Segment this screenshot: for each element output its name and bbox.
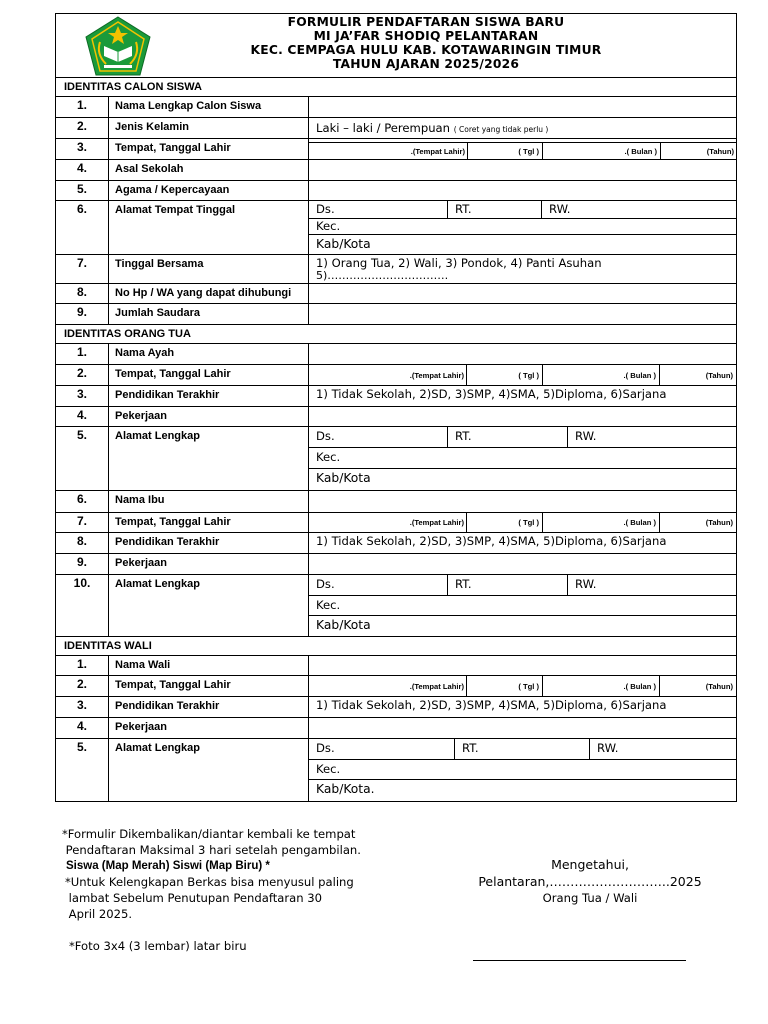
siswa-row-tinggal: [56, 255, 736, 284]
section-wali-title: IDENTITAS WALI: [56, 637, 736, 656]
tahun-cell[interactable]: (Tahun): [660, 143, 737, 160]
siswa-row-nama: [56, 97, 736, 118]
row-number: 4.: [56, 407, 109, 426]
title-line-2: MI JA’FAR SHODIQ PELANTARAN: [313, 29, 539, 43]
siswa-row-saudara: [56, 304, 736, 325]
school-logo-icon: [84, 16, 152, 76]
row-label: Pekerjaan: [109, 718, 309, 738]
row-label: Agama / Kepercayaan: [109, 181, 309, 200]
rw-cell[interactable]: RW.: [589, 739, 736, 759]
bulan-cell[interactable]: .( Bulan ): [542, 143, 660, 160]
note-return: *Formulir Dikembalikan/diantar kembali ke tempat: [62, 827, 356, 841]
tgl-cell[interactable]: ( Tgl ): [467, 143, 542, 160]
rt-cell[interactable]: RT.: [454, 739, 589, 759]
ttl-ibu-field: [309, 513, 736, 532]
nama-siswa-field[interactable]: [309, 97, 736, 117]
kab-label: Kab/Kota.: [316, 782, 375, 796]
tempat-lahir-cell[interactable]: .(Tempat Lahir): [409, 682, 464, 691]
pendidikan-wali-field[interactable]: [309, 697, 736, 717]
alamat-line-ds: [309, 201, 736, 219]
alamat-line-kec[interactable]: [309, 596, 736, 616]
ortu-row-nama-ibu: [56, 491, 736, 513]
row-number: 4.: [56, 160, 109, 180]
row-label: Asal Sekolah: [109, 160, 309, 180]
kec-label: Kec.: [316, 598, 341, 612]
row-label: Tinggal Bersama: [109, 255, 309, 283]
section-siswa-title: IDENTITAS CALON SISWA: [56, 78, 736, 97]
row-number: 9.: [56, 304, 109, 324]
section-ortu-title: IDENTITAS ORANG TUA: [56, 325, 736, 344]
note-berkas-date: April 2025.: [65, 907, 133, 921]
kab-label: Kab/Kota: [316, 618, 371, 632]
kab-label: Kab/Kota: [316, 471, 371, 485]
siswa-row-alamat: [56, 201, 736, 255]
asal-sekolah-field[interactable]: [309, 160, 736, 180]
ds-cell[interactable]: Ds.: [316, 429, 335, 443]
bulan-cell[interactable]: .( Bulan ): [542, 676, 659, 696]
row-label: Pendidikan Terakhir: [109, 386, 309, 406]
row-label: Jenis Kelamin: [109, 118, 309, 138]
row-number: 6.: [56, 201, 109, 254]
alamat-wali-field: [309, 739, 736, 801]
wali-row-nama: [56, 656, 736, 676]
tgl-cell[interactable]: ( Tgl ): [466, 676, 542, 696]
mengetahui-label: Mengetahui,: [551, 857, 629, 872]
alamat-line-ds: [309, 427, 736, 448]
ortu-row-alamat-ayah: [56, 427, 736, 491]
title-line-1: FORMULIR PENDAFTARAN SISWA BARU: [287, 15, 565, 29]
alamat-line-kec[interactable]: [309, 448, 736, 469]
row-label: Pendidikan Terakhir: [109, 533, 309, 553]
ds-cell[interactable]: Ds.: [316, 577, 335, 591]
row-number: 7.: [56, 513, 109, 532]
row-number: 5.: [56, 427, 109, 490]
row-number: 1.: [56, 97, 109, 117]
tahun-cell[interactable]: (Tahun): [659, 676, 736, 696]
nama-wali-field[interactable]: [309, 656, 736, 675]
no-hp-field[interactable]: [309, 284, 736, 303]
ortu-row-ttl-ayah: [56, 365, 736, 386]
alamat-ayah-field: [309, 427, 736, 490]
row-label: Tempat, Tanggal Lahir: [109, 513, 309, 532]
ttl-ayah-field: [309, 365, 736, 385]
rw-cell[interactable]: RW.: [567, 427, 736, 447]
row-number: 8.: [56, 533, 109, 553]
alamat-line-kec[interactable]: [309, 760, 736, 780]
bulan-cell[interactable]: .( Bulan ): [542, 365, 659, 385]
agama-field[interactable]: [309, 181, 736, 200]
pekerjaan-ibu-field[interactable]: [309, 554, 736, 574]
row-label: Nama Ayah: [109, 344, 309, 364]
gender-text: Laki – laki / Perempuan: [316, 121, 451, 135]
row-number: 2.: [56, 118, 109, 138]
wali-row-alamat: [56, 739, 736, 801]
row-number: 8.: [56, 284, 109, 303]
rt-cell[interactable]: RT.: [447, 575, 567, 595]
tinggal-bersama-field[interactable]: [309, 255, 736, 283]
title-line-3: KEC. CEMPAGA HULU KAB. KOTAWARINGIN TIMUR: [250, 43, 602, 57]
pendidikan-options: 1) Tidak Sekolah, 2)SD, 3)SMP, 4)SMA, 5)Diploma, 6)Sarjana: [316, 534, 667, 548]
row-number: 2.: [56, 676, 109, 696]
ds-cell[interactable]: Ds.: [316, 741, 335, 755]
tahun-cell[interactable]: (Tahun): [659, 365, 736, 385]
row-label: Alamat Lengkap: [109, 575, 309, 636]
ortu-row-pendidikan-ibu: [56, 533, 736, 554]
row-label: Alamat Lengkap: [109, 739, 309, 801]
note-berkas: *Untuk Kelengkapan Berkas bisa menyusul paling: [65, 875, 354, 889]
bulan-cell[interactable]: .( Bulan ): [542, 513, 659, 532]
pekerjaan-wali-field[interactable]: [309, 718, 736, 738]
note-berkas-cont: lambat Sebelum Penutupan Pendaftaran 30: [65, 891, 323, 905]
row-label: Pekerjaan: [109, 407, 309, 426]
row-number: 9.: [56, 554, 109, 574]
row-number: 1.: [56, 344, 109, 364]
ttl-cells: [309, 142, 736, 160]
tgl-cell[interactable]: ( Tgl ): [466, 365, 542, 385]
jenis-kelamin-field[interactable]: [309, 118, 736, 138]
ortu-row-ttl-ibu: [56, 513, 736, 533]
tempat-lahir-cell[interactable]: .(Tempat Lahir): [409, 371, 464, 380]
gender-note: ( Coret yang tidak perlu ): [453, 125, 549, 134]
row-number: 5.: [56, 739, 109, 801]
tahun-cell[interactable]: (Tahun): [659, 513, 736, 532]
row-label: Nama Ibu: [109, 491, 309, 512]
ttl-wali-field: [309, 676, 736, 696]
pendidikan-options: 1) Tidak Sekolah, 2)SD, 3)SMP, 4)SMA, 5)Diploma, 6)Sarjana: [316, 698, 667, 712]
row-number: 6.: [56, 491, 109, 512]
signer-role: Orang Tua / Wali: [542, 891, 638, 905]
form-titles: [206, 15, 646, 71]
row-label: Tempat, Tanggal Lahir: [109, 365, 309, 385]
rw-cell[interactable]: RW.: [541, 201, 736, 218]
tinggal-options-2: 5)……………………………: [316, 269, 449, 282]
alamat-line-kec[interactable]: [309, 219, 736, 235]
pendidikan-ayah-field[interactable]: [309, 386, 736, 406]
note-foto: *Foto 3x4 (3 lembar) latar biru: [69, 939, 247, 953]
row-number: 5.: [56, 181, 109, 200]
tinggal-options-1: 1) Orang Tua, 2) Wali, 3) Pondok, 4) Panti Asuhan: [316, 256, 602, 270]
alamat-line-kab[interactable]: [309, 616, 736, 637]
row-label: Tempat, Tanggal Lahir: [109, 676, 309, 696]
siswa-row-ttl: [56, 139, 736, 160]
kec-label: Kec.: [316, 219, 341, 233]
registration-form: [55, 13, 737, 802]
nama-ibu-field[interactable]: [309, 491, 736, 512]
ortu-row-alamat-ibu: [56, 575, 736, 637]
row-label: Tempat, Tanggal Lahir: [109, 139, 309, 159]
row-label: Pendidikan Terakhir: [109, 697, 309, 717]
ortu-row-pendidikan-ayah: [56, 386, 736, 407]
row-number: 2.: [56, 365, 109, 385]
alamat-line-kab[interactable]: [309, 469, 736, 491]
tempat-lahir-cell[interactable]: .(Tempat Lahir): [410, 147, 465, 156]
row-label: Alamat Tempat Tinggal: [109, 201, 309, 254]
alamat-siswa-field: [309, 201, 736, 254]
kab-label: Kab/Kota: [316, 237, 371, 251]
siswa-row-jenis-kelamin: [56, 118, 736, 139]
siswa-row-hp: [56, 284, 736, 304]
row-number: 3.: [56, 139, 109, 159]
row-label: No Hp / WA yang dapat dihubungi: [109, 284, 309, 303]
alamat-ibu-field: [309, 575, 736, 636]
ttl-field[interactable]: [309, 139, 736, 159]
signature-block: [440, 856, 740, 907]
wali-row-ttl: [56, 676, 736, 697]
tgl-cell[interactable]: ( Tgl ): [466, 513, 542, 532]
row-label: Jumlah Saudara: [109, 304, 309, 324]
wali-row-pendidikan: [56, 697, 736, 718]
rt-cell[interactable]: RT.: [447, 201, 541, 218]
rt-cell[interactable]: RT.: [447, 427, 567, 447]
row-number: 4.: [56, 718, 109, 738]
pekerjaan-ayah-field[interactable]: [309, 407, 736, 426]
row-label: Nama Lengkap Calon Siswa: [109, 97, 309, 117]
note-map: Siswa (Map Merah) Siswi (Map Biru) *: [66, 860, 270, 872]
kec-label: Kec.: [316, 450, 341, 464]
ortu-row-pekerjaan-ibu: [56, 554, 736, 575]
title-line-4: TAHUN AJARAN 2025/2026: [332, 57, 520, 71]
row-number: 7.: [56, 255, 109, 283]
pendidikan-ibu-field[interactable]: [309, 533, 736, 553]
row-label: Alamat Lengkap: [109, 427, 309, 490]
signature-line[interactable]: [473, 960, 686, 961]
row-number: 1.: [56, 656, 109, 675]
wali-row-pekerjaan: [56, 718, 736, 739]
siswa-row-asal-sekolah: [56, 160, 736, 181]
ortu-row-pekerjaan-ayah: [56, 407, 736, 427]
row-label: Nama Wali: [109, 656, 309, 675]
nama-ayah-field[interactable]: [309, 344, 736, 364]
row-number: 3.: [56, 386, 109, 406]
alamat-line-kab[interactable]: [309, 235, 736, 255]
note-return-cont: Pendaftaran Maksimal 3 hari setelah pengambilan.: [62, 843, 361, 857]
ortu-row-nama-ayah: [56, 344, 736, 365]
rw-cell[interactable]: RW.: [567, 575, 736, 595]
alamat-line-ds: [309, 575, 736, 596]
alamat-line-ds: [309, 739, 736, 760]
pendidikan-options: 1) Tidak Sekolah, 2)SD, 3)SMP, 4)SMA, 5)Diploma, 6)Sarjana: [316, 387, 667, 401]
row-label: Pekerjaan: [109, 554, 309, 574]
siswa-row-agama: [56, 181, 736, 201]
notes-block: [62, 826, 392, 954]
kec-label: Kec.: [316, 762, 341, 776]
gender-options: [309, 118, 736, 137]
form-header: [56, 14, 736, 78]
tempat-lahir-cell[interactable]: .(Tempat Lahir): [409, 518, 464, 527]
alamat-line-kab[interactable]: [309, 780, 736, 801]
jumlah-saudara-field[interactable]: [309, 304, 736, 324]
ds-cell[interactable]: Ds.: [316, 202, 335, 216]
place-date-field[interactable]: Pelantaran,………………………..2025: [478, 874, 702, 889]
row-number: 10.: [56, 575, 109, 636]
row-number: 3.: [56, 697, 109, 717]
